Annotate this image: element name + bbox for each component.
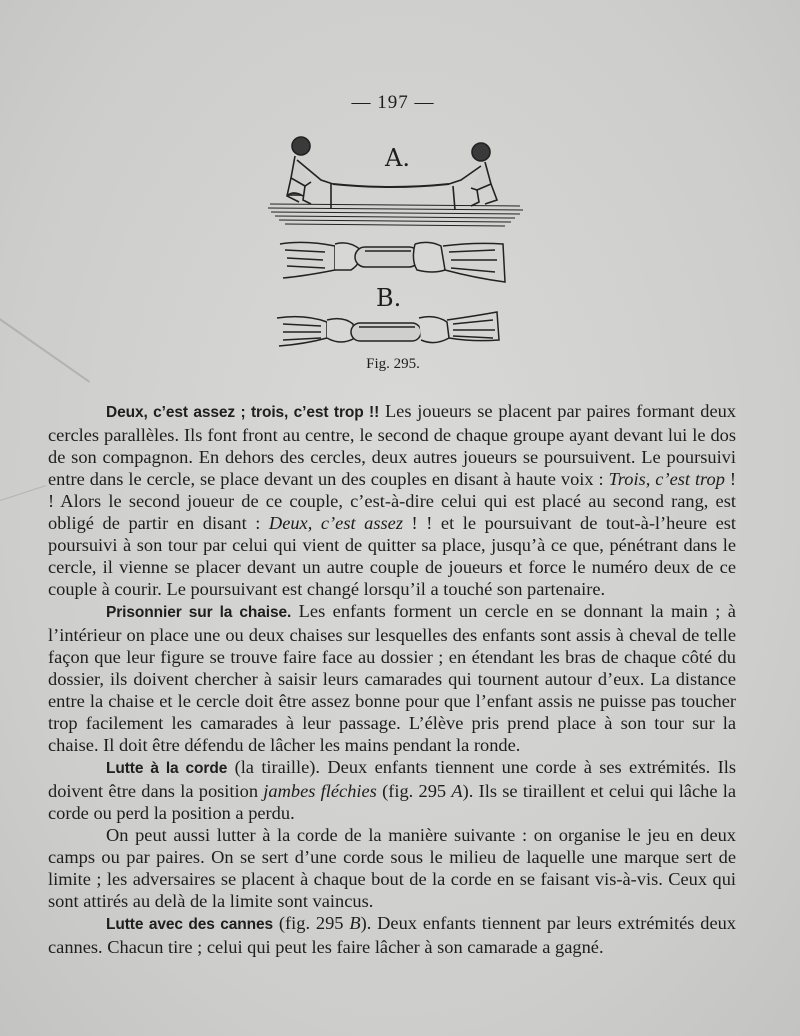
paragraph-text: (fig. 295: [376, 781, 452, 801]
italic-text: B: [349, 913, 361, 933]
paragraph-text: ! ! Alors le second joueur de ce couple, c’est-à-dire celui qui est placé au second rang, est obligé de partir en disant :: [48, 469, 736, 533]
figure-caption: Fig. 295.: [366, 356, 420, 372]
paper-crease-small: [0, 485, 46, 501]
paragraph-text: (fig. 295: [273, 913, 350, 933]
paragraph-text: Les enfants forment un cercle en se donnant la main ; à l’intérieur on place une ou deux chaises sur lesquelles des enfants sont assis à cheval de telle façon que leur figure se trouve faire face au dossier ; en étendant les bras de chaque côté du dossier, ils doivent chercher à saisir leurs camarades qui tournent autour d’eux. La distance entre la chaise et le cercle doit être assez bonne pour que l’enfant assis ne puisse pas toucher trop facilement les camarades à leur passage. L’élève pris prend place à son tour sur la chaise. Il doit être défendu de lâcher les mains pendant la ronde.: [48, 601, 736, 755]
paragraph-text: Les joueurs se placent par paires formant deux cercles parallèles. Ils font front au centre, le second de chaque groupe ayant devant lui le dos de son compagnon. En dehors des cercles, deux autres joueurs se poursuivent. Le poursuivi entre dans le cercle, se place devant un des couples en disant à haute voix :: [48, 401, 736, 489]
paragraph-lutte-avec-cannes: [48, 912, 736, 958]
paper-crease: [0, 318, 90, 383]
page-number: — 197 —: [351, 92, 435, 113]
figure-label-a: A.: [385, 144, 410, 172]
figure-label-b: B.: [376, 284, 402, 312]
section-heading: Lutte à la corde: [106, 760, 228, 777]
body-text: [48, 400, 736, 958]
paragraph-corde-variante: [48, 824, 736, 912]
section-heading: Deux, c’est assez ; trois, c’est trop !!: [106, 404, 380, 421]
paragraph-text: ! ! et le poursuivant de tout-à-l’heure est poursuivi à son tour par celui qui vient de quitter sa place, jusqu’à ce que, pénétrant dans le cercle, il vienne se placer devant un autre couple de joueurs et force le numéro deux de ce couple à courir. Le poursuivant est changé lorsqu’il a touché son partenaire.: [48, 513, 737, 599]
section-heading: Lutte avec des cannes: [106, 916, 274, 933]
italic-text: Deux, c’est assez: [268, 513, 403, 533]
paragraph-text: ). Deux enfants tiennent par leurs extrémités deux cannes. Chacun tire ; celui qui peut les faire lâcher à son camarade a gagné.: [48, 913, 736, 957]
paragraph-prisonnier: [48, 600, 736, 756]
figure-295: [265, 132, 530, 357]
paragraph-text: (la tiraille). Deux enfants tiennent une corde à ses extrémités. Ils doivent être dans la position: [48, 757, 736, 801]
italic-text: Trois, c’est trop: [608, 469, 725, 489]
italic-text: A: [451, 781, 463, 801]
figure-b1-hands: [280, 242, 505, 282]
paragraph-deux-c-est-assez: [48, 400, 736, 600]
figure-b2-hands: [277, 312, 499, 346]
section-heading: Prisonnier sur la chaise.: [106, 604, 292, 621]
paragraph-lutte-a-la-corde: [48, 756, 736, 824]
paragraph-text: On peut aussi lutter à la corde de la manière suivante : on organise le jeu en deux camps ou par paires. On se sert d’une corde sous le milieu de laquelle une marque sert de limite ; les adversaires se placent à chaque bout de la corde en se faisant vis-à-vis. Ceux qui sont attirés au delà de la limite sont vaincus.: [48, 825, 736, 911]
paragraph-text: ). Ils se tiraillent et celui qui lâche la corde ou perd la position a perdu.: [48, 781, 737, 823]
italic-text: jambes fléchies: [263, 781, 377, 801]
